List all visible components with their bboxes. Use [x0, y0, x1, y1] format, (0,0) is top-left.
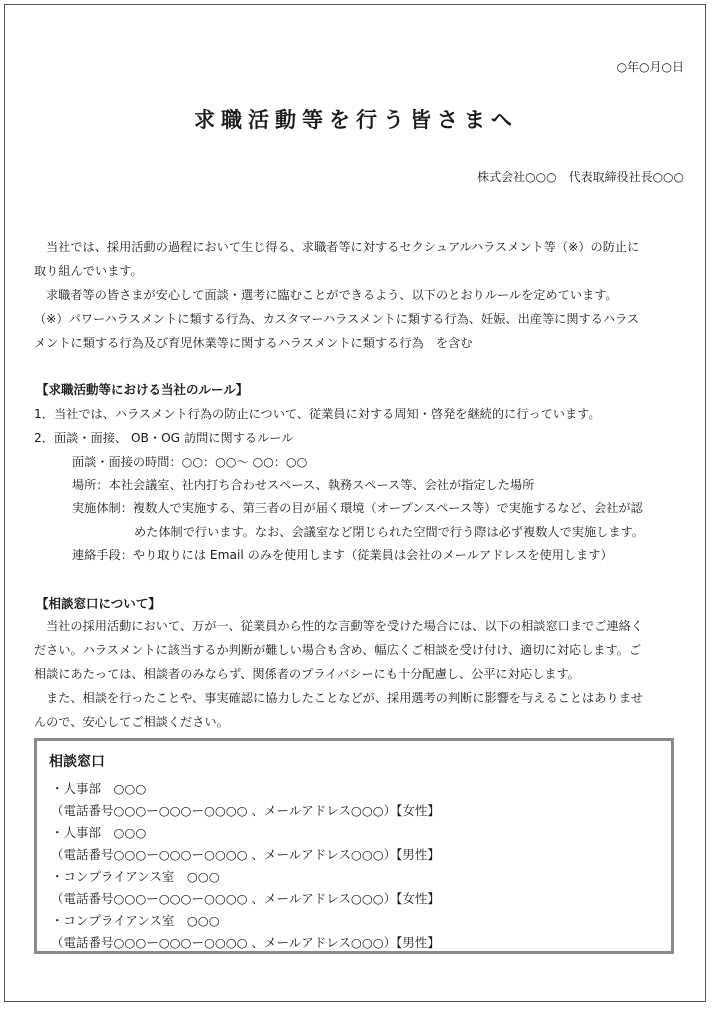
- document-title: 求職活動等を行う皆さまへ: [194, 108, 518, 132]
- window-entry-name: ・人事部 ○○○: [51, 825, 147, 840]
- window-entry-detail: （電話番号○○○ー○○○ー○○○○ 、メールアドレス○○○）【男性】: [51, 935, 440, 950]
- rule-system-cont: めた体制で行います。なお、会議室など閉じられた空間で行う際は必ず複数人で実施します。: [134, 525, 644, 539]
- rule-contact-means: 連絡手段：やり取りには Email のみを使用します（従業員は会社のメールアドレスを使用します）: [72, 548, 613, 562]
- window-entry-detail: （電話番号○○○ー○○○ー○○○○ 、メールアドレス○○○）【男性】: [51, 847, 440, 862]
- consult-line: ださい。ハラスメントに該当するか判断が難しい場合も含め、幅広くご相談を受け付け、適切に対応します。ご: [34, 643, 642, 657]
- sender-line: 株式会社○○○ 代表取締役社長○○○: [477, 170, 684, 184]
- window-entry-name: ・コンプライアンス室 ○○○: [51, 913, 220, 928]
- rule-time: 面談・面接の時間：○○：○○～ ○○：○○: [72, 455, 308, 469]
- rule-item-1: 1．当社では、ハラスメント行為の防止について、従業員に対する周知・啓発を継続的に行っています。: [34, 407, 601, 421]
- consult-line: んので、安心してご相談ください。: [34, 715, 229, 729]
- intro-line: 取り組んでいます。: [34, 264, 143, 278]
- intro-line: メントに類する行為及び育児休業等に関するハラスメントに類する行為 を含む: [34, 336, 473, 350]
- intro-line: （※）パワーハラスメントに類する行為、カスタマーハラスメントに類する行為、妊娠、出産等に関するハラス: [34, 312, 640, 326]
- rule-system: 実施体制：複数人で実施する、第三者の目が届く環境（オープンスペース等）で実施するなど、会社が認: [72, 501, 643, 515]
- rules-heading: 【求職活動等における当社のルール】: [36, 382, 249, 397]
- window-entry-detail: （電話番号○○○ー○○○ー○○○○ 、メールアドレス○○○）【女性】: [51, 803, 440, 818]
- rule-place: 場所：本社会議室、社内打ち合わせスペース、執務スペース等、会社が指定した場所: [72, 478, 535, 492]
- window-title: 相談窓口: [49, 754, 105, 770]
- consult-line: また、相談を行ったことや、事実確認に協力したことなどが、採用選考の判断に影響を与えることはありませ: [46, 691, 643, 705]
- consult-line: 相談にあたっては、相談者のみならず、関係者のプライバシーにも十分配慮し、公平に対応します。: [34, 667, 580, 681]
- window-entry-detail: （電話番号○○○ー○○○ー○○○○ 、メールアドレス○○○）【女性】: [51, 891, 440, 906]
- consultation-window-box: [34, 738, 674, 954]
- consult-line: 当社の採用活動において、万が一、従業員から性的な言動等を受けた場合には、以下の相談窓口までご連絡く: [46, 619, 643, 633]
- document-date: ○年○月○日: [616, 60, 684, 74]
- window-entry-name: ・コンプライアンス室 ○○○: [51, 869, 220, 884]
- rule-item-2: 2．面談・面接、 OB・OG 訪問に関するルール: [34, 431, 294, 445]
- consult-heading: 【相談窓口について】: [36, 596, 161, 611]
- intro-line: 求職者等の皆さまが安心して面談・選考に臨むことができるよう、以下のとおりルールを定めています。: [46, 288, 618, 302]
- intro-line: 当社では、採用活動の過程において生じ得る、求職者等に対するセクシュアルハラスメント等（※）の防止に: [46, 240, 640, 254]
- window-entry-name: ・人事部 ○○○: [51, 781, 147, 796]
